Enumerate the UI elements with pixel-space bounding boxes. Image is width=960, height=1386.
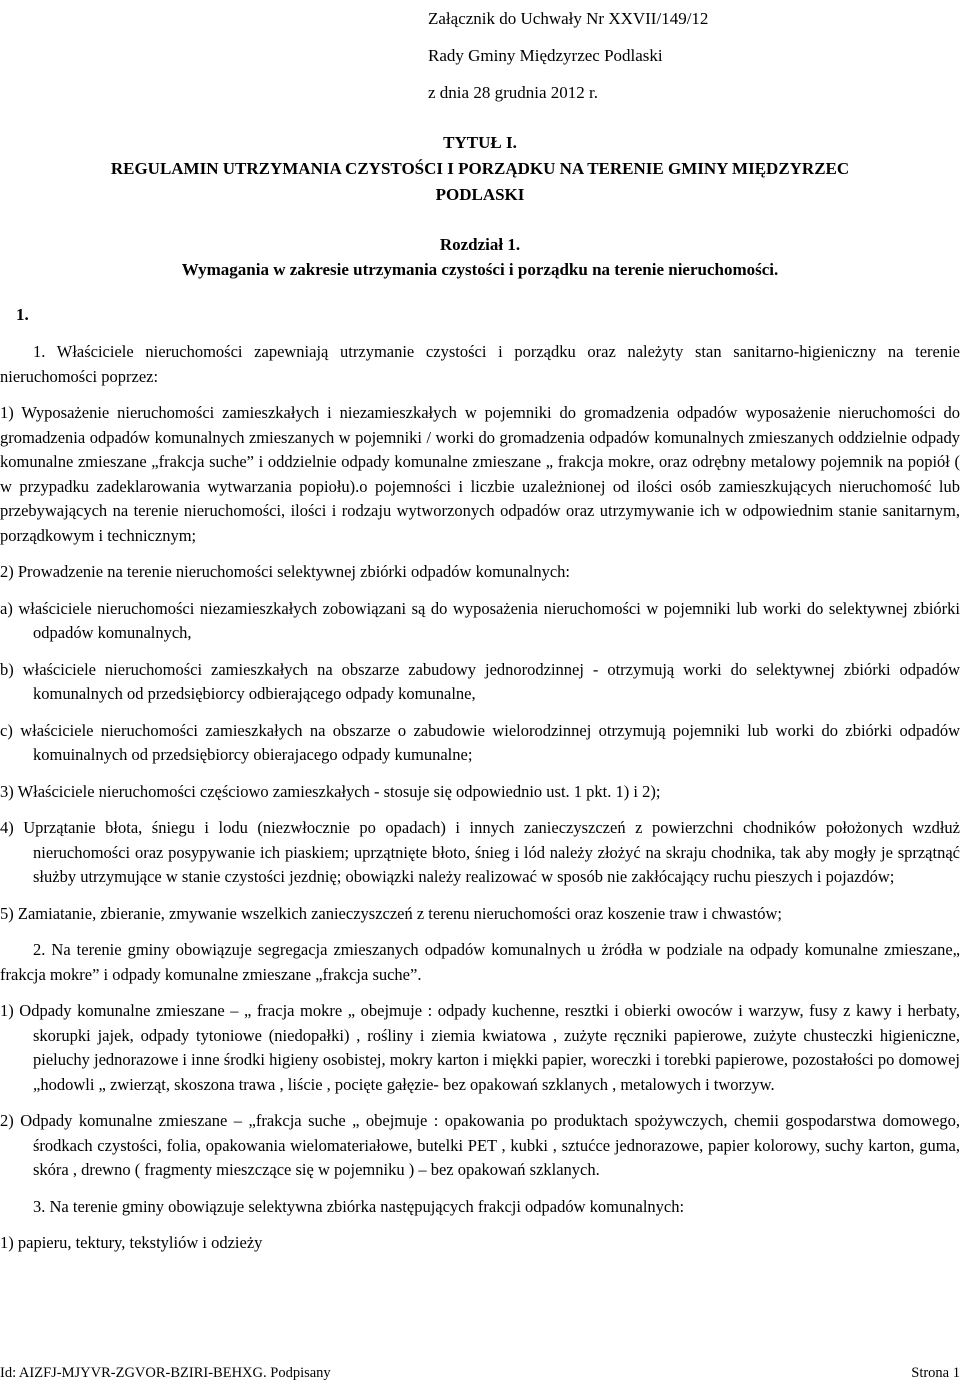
header-line-3: z dnia 28 grudnia 2012 r.	[428, 83, 598, 102]
chapter-heading	[0, 232, 960, 282]
section-mark: 1.	[16, 305, 29, 324]
list-item-5: 5) Zamiatanie, zbieranie, zmywanie wszelkich zanieczyszczeń z terenu nieruchomości oraz koszenie traw i chwastów;	[0, 903, 783, 923]
document-body	[0, 340, 960, 1256]
paragraph-2-item-2: 2) Odpady komunalne zmieszane – „frakcja suche „ obejmuje : opakowania po produktach spożywczych, chemii gospodarstwa domowego, środkach czystości, folia, opakowania wielomateriałowe, butelki PET , kubki , sztućce jednorazowe, papier kolorowy, suchy karton, guma, skóra , drewno ( fragmenty mieszczące się w pojemniku ) – bez opakowań szklanych.	[0, 1111, 960, 1179]
list-item-2a: a) właściciele nieruchomości niezamieszkałych zobowiązani są do wyposażenia nieruchomości w pojemniki lub worki do selektywnej zbiórki odpadów komunalnych,	[0, 598, 960, 642]
title-line-2: REGULAMIN UTRZYMANIA CZYSTOŚCI I PORZĄDKU NA TERENIE GMINY MIĘDZYRZEC	[110, 159, 850, 178]
list-item-3: 3) Właściciele nieruchomości częściowo zamieszkałych - stosuje się odpowiednio ust. 1 pkt. 1) i 2);	[0, 781, 661, 801]
paragraph-1: 1. Właściciele nieruchomości zapewniają utrzymanie czystości i porządku oraz należyty stan sanitarno-higieniczny na terenie nieruchomości poprzez:	[0, 342, 960, 386]
list-item-4: 4) Uprzątanie błota, śniegu i lodu (niezwłocznie po opadach) i innych zanieczyszczeń z powierzchni chodników położonych wzdłuż nieruchomości oraz posypywanie ich piaskiem; uprzątnięte błoto, śnieg i lód należy złożyć na skraju chodnika, tak aby mogły je sprzątnąć służby utrzymujące w stanie czystości jezdnię; obowiązki należy realizować w sposób nie zakłócający ruchu pieszych i pojazdów;	[0, 818, 960, 886]
list-item-2c: c) właściciele nieruchomości zamieszkałych na obszarze o zabudowie wielorodzinnej otrzymują pojemniki lub worki do zbiórki odpadów komuinalnych od przedsiębiorcy obierajacego odpady kumunalne;	[0, 720, 960, 764]
attachment-header	[428, 0, 708, 111]
chapter-number: Rozdział 1.	[439, 235, 521, 254]
paragraph-3-item-1: 1) papieru, tektury, tekstyliów i odzieży	[0, 1233, 263, 1252]
title-line-3: PODLASKI	[435, 185, 525, 204]
title-line-1: TYTUŁ I.	[443, 133, 517, 152]
title-block	[0, 130, 960, 208]
paragraph-2-item-1: 1) Odpady komunalne zmieszane – „ fracja mokre „ obejmuje : odpady kuchenne, resztki i obierki owoców i warzyw, fusy z kawy i herbaty, skorupki jajek, odpady tytoniowe (niedopałki) , rośliny i ziemia kwiatowa , zużyte ręczniki papierowe, zużyte chusteczki higieniczne, pieluchy jednorazowe i inne środki higieny osobistej, mokry karton i miękki papier, woreczki i torebki papierowe, pozostałości po domowej „hodowli „ zwierząt, skoszona trawa , liście , pocięte gałęzie- bez opakowań szklanych , metalowych i tworzyw.	[0, 1001, 960, 1094]
paragraph-3: 3. Na terenie gminy obowiązuje selektywna zbiórka następujących frakcji odpadów komunalnych:	[33, 1196, 685, 1216]
list-item-2: 2) Prowadzenie na terenie nieruchomości selektywnej zbiórki odpadów komunalnych:	[0, 562, 570, 581]
header-line-2: Rady Gminy Międzyrzec Podlaski	[428, 46, 663, 65]
page-number: Strona 1	[911, 1365, 960, 1381]
list-item-1: 1) Wyposażenie nieruchomości zamieszkałych i niezamieszkałych w pojemniki do gromadzenia odpadów wyposażenie nieruchomości do gromadzenia odpadów komunalnych zmieszanych w pojemniki / worki do gromadzenia odpadów komunalnych zmieszanych oddzielnie odpady komunalne zmieszane „frakcja suche” i oddzielnie odpady komunalne zmieszane „ frakcja mokre, oraz odrębny metalowy pojemnik na popiół ( w przypadku zadeklarowania wytwarzania popiołu).o pojemności i liczbie uzależnionej od ilości osób zamieszkujących nieruchomość lub przebywających na terenie nieruchomości, ilości i rodzaju wytworzonych odpadów oraz utrzymywanie ich w odpowiednim stanie sanitarnym, porządkowym i technicznym;	[0, 403, 960, 545]
document-id: Id: AIZFJ-MJYVR-ZGVOR-BZIRI-BEHXG. Podpisany	[0, 1365, 331, 1381]
chapter-title: Wymagania w zakresie utrzymania czystości i porządku na terenie nieruchomości.	[181, 260, 779, 279]
header-line-1: Załącznik do Uchwały Nr XXVII/149/12	[428, 9, 709, 28]
paragraph-2: 2. Na terenie gminy obowiązuje segregacja zmieszanych odpadów komunalnych u żródła w podziale na odpady komunalne zmieszane„ frakcja mokre” i odpady komunalne zmieszane „frakcja suche”.	[0, 940, 960, 984]
list-item-2b: b) właściciele nieruchomości zamieszkałych na obszarze zabudowy jednorodzinnej - otrzymują worki do selektywnej zbiórki odpadów komunalnych od przedsiębiorcy odbierającego odpady komunalne,	[0, 659, 960, 703]
